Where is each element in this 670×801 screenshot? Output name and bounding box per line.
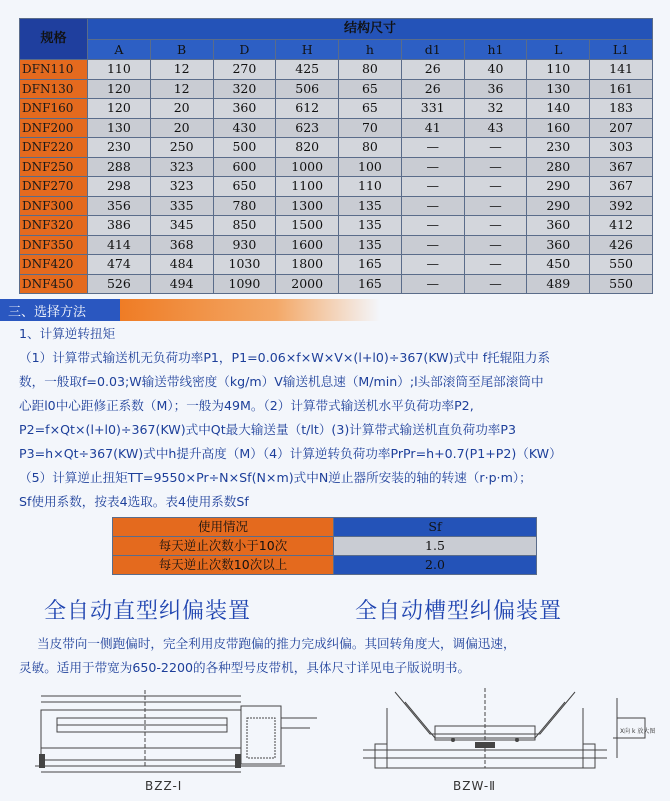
caption-bzw: BZW-Ⅱ xyxy=(453,779,497,793)
spec-cell: — xyxy=(401,216,464,236)
spec-cell: 110 xyxy=(88,60,151,80)
spec-model: DNF420 xyxy=(20,255,88,275)
spec-row xyxy=(20,196,653,216)
drawing-side-label: X向 k 放大图 xyxy=(620,728,656,735)
spec-cell: 850 xyxy=(213,216,276,236)
spec-cell: 930 xyxy=(213,235,276,255)
spec-cell: 489 xyxy=(527,274,590,294)
spec-cell: 130 xyxy=(527,79,590,99)
title-trough-deviation: 全自动槽型纠偏装置 xyxy=(355,599,563,624)
spec-cell: 165 xyxy=(339,274,402,294)
usage-condition: 每天逆止次数10次以上 xyxy=(113,556,334,575)
spec-cell: 20 xyxy=(150,118,213,138)
spec-cell: 474 xyxy=(88,255,151,275)
method-line: 数，一般取f=0.03;W输送带线密度（kg/m）V输送机息速（M/min）;l头部滚筒至尾部滚筒中 xyxy=(19,374,544,389)
spec-row xyxy=(20,60,653,80)
spec-cell: 650 xyxy=(213,177,276,197)
spec-cell: 356 xyxy=(88,196,151,216)
spec-cell: 270 xyxy=(213,60,276,80)
spec-cell: 2000 xyxy=(276,274,339,294)
description xyxy=(19,632,659,680)
drawing-bzz-svg xyxy=(35,688,330,778)
spec-cell: 367 xyxy=(590,157,653,177)
spec-model: DNF220 xyxy=(20,138,88,158)
spec-cell: 160 xyxy=(527,118,590,138)
spec-cell: 130 xyxy=(88,118,151,138)
spec-cell: 360 xyxy=(213,99,276,119)
spec-cell: 345 xyxy=(150,216,213,236)
spec-column-header: B xyxy=(150,40,213,60)
spec-cell: — xyxy=(464,274,527,294)
spec-cell: — xyxy=(464,235,527,255)
spec-model: DNF160 xyxy=(20,99,88,119)
spec-model: DNF270 xyxy=(20,177,88,197)
spec-cell: 12 xyxy=(150,79,213,99)
spec-cell: 780 xyxy=(213,196,276,216)
spec-cell: 1090 xyxy=(213,274,276,294)
spec-cell: 110 xyxy=(527,60,590,80)
spec-cell: 506 xyxy=(276,79,339,99)
spec-column-header: L1 xyxy=(590,40,653,60)
usage-sf: 1.5 xyxy=(334,537,537,556)
spec-group-label: 结构尺寸 xyxy=(88,19,653,40)
spec-cell: 230 xyxy=(88,138,151,158)
spec-cell: 135 xyxy=(339,196,402,216)
caption-bzz: BZZ-Ⅰ xyxy=(145,779,183,793)
spec-cell: — xyxy=(464,157,527,177)
spec-cell: 161 xyxy=(590,79,653,99)
spec-cell: 414 xyxy=(88,235,151,255)
spec-cell: 412 xyxy=(590,216,653,236)
spec-cell: 26 xyxy=(401,60,464,80)
spec-cell: 425 xyxy=(276,60,339,80)
usage-table xyxy=(112,517,537,575)
spec-table-body xyxy=(20,60,653,294)
spec-cell: — xyxy=(401,157,464,177)
title-straight-deviation: 全自动直型纠偏装置 xyxy=(44,599,252,624)
usage-row xyxy=(113,537,537,556)
spec-cell: 40 xyxy=(464,60,527,80)
spec-cell: 331 xyxy=(401,99,464,119)
spec-model: DNF350 xyxy=(20,235,88,255)
method-line: P2=f×Qt×(l+l0)÷367(KW)式中Qt最大输送量（t/lt）(3)计算带式输送机直负荷功率P3 xyxy=(19,422,516,437)
spec-cell: 120 xyxy=(88,99,151,119)
spec-cell: 298 xyxy=(88,177,151,197)
spec-model: DNF250 xyxy=(20,157,88,177)
spec-row xyxy=(20,255,653,275)
spec-cell: 430 xyxy=(213,118,276,138)
drawing-bzw-svg xyxy=(355,688,655,778)
spec-cell: 140 xyxy=(527,99,590,119)
spec-model: DNF450 xyxy=(20,274,88,294)
spec-cell: 1100 xyxy=(276,177,339,197)
spec-cell: 135 xyxy=(339,216,402,236)
spec-cell: 165 xyxy=(339,255,402,275)
spec-cell: 290 xyxy=(527,177,590,197)
spec-cell: — xyxy=(464,255,527,275)
spec-row xyxy=(20,157,653,177)
spec-cell: 65 xyxy=(339,79,402,99)
section-heading: 三、选择方法 xyxy=(8,305,87,320)
spec-cell: — xyxy=(401,235,464,255)
spec-cell: — xyxy=(464,138,527,158)
spec-cell: 450 xyxy=(527,255,590,275)
method-line: P3=h×Qt÷367(KW)式中h提升高度（M）（4）计算逆转负荷功率PrPr=h+0.7(P1+P2)（KW） xyxy=(19,446,562,461)
spec-cell: — xyxy=(464,216,527,236)
spec-row xyxy=(20,79,653,99)
spec-cell: 32 xyxy=(464,99,527,119)
method-line: 心距l0中心距修正系数（M）；一般为49M。（2）计算带式输送机水平负荷功率P2, xyxy=(19,398,474,413)
spec-cell: 1500 xyxy=(276,216,339,236)
spec-cell: 368 xyxy=(150,235,213,255)
spec-cell: 36 xyxy=(464,79,527,99)
spec-cell: 26 xyxy=(401,79,464,99)
spec-cell: 623 xyxy=(276,118,339,138)
usage-header-row xyxy=(113,518,537,537)
spec-cell: 43 xyxy=(464,118,527,138)
spec-column-header: h xyxy=(339,40,402,60)
spec-cell: 70 xyxy=(339,118,402,138)
spec-cell: 1800 xyxy=(276,255,339,275)
spec-cell: 500 xyxy=(213,138,276,158)
drawing-bzw xyxy=(355,688,655,798)
spec-cell: 135 xyxy=(339,235,402,255)
spec-model: DNF300 xyxy=(20,196,88,216)
spec-corner-label: 规格 xyxy=(20,19,88,60)
spec-cell: — xyxy=(401,177,464,197)
usage-condition: 每天逆止次数小于10次 xyxy=(113,537,334,556)
spec-model: DNF200 xyxy=(20,118,88,138)
spec-row xyxy=(20,118,653,138)
method-text xyxy=(19,322,659,514)
method-line: Sf使用系数，按表4选取。表4使用系数Sf xyxy=(19,494,249,509)
spec-cell: 367 xyxy=(590,177,653,197)
method-line: （5）计算逆止扭矩TT=9550×Pr÷N×Sf(N×m)式中N逆止器所安装的轴的转速（r·p·m）； xyxy=(19,470,532,485)
drawing-bzz xyxy=(35,688,330,798)
section-heading-bar xyxy=(0,299,400,321)
spec-cell: 426 xyxy=(590,235,653,255)
spec-cell: — xyxy=(401,274,464,294)
method-subheading: 1、计算逆转扭矩 xyxy=(19,326,116,341)
spec-cell: 80 xyxy=(339,138,402,158)
spec-cell: 183 xyxy=(590,99,653,119)
spec-cell: 320 xyxy=(213,79,276,99)
spec-row xyxy=(20,99,653,119)
spec-cell: 550 xyxy=(590,274,653,294)
spec-cell: — xyxy=(464,196,527,216)
spec-cell: 230 xyxy=(527,138,590,158)
spec-cell: 600 xyxy=(213,157,276,177)
method-lines xyxy=(19,346,659,514)
spec-cell: 303 xyxy=(590,138,653,158)
spec-model: DFN130 xyxy=(20,79,88,99)
spec-cell: 290 xyxy=(527,196,590,216)
spec-cell: — xyxy=(401,255,464,275)
spec-cell: 100 xyxy=(339,157,402,177)
spec-row xyxy=(20,138,653,158)
spec-cell: 1000 xyxy=(276,157,339,177)
usage-table-body xyxy=(113,537,537,575)
usage-header-condition: 使用情况 xyxy=(113,518,334,537)
spec-cell: 80 xyxy=(339,60,402,80)
spec-cell: 250 xyxy=(150,138,213,158)
spec-model: DNF320 xyxy=(20,216,88,236)
spec-cell: 323 xyxy=(150,177,213,197)
spec-cell: 360 xyxy=(527,235,590,255)
spec-cell: 110 xyxy=(339,177,402,197)
spec-column-header: A xyxy=(88,40,151,60)
spec-cell: 120 xyxy=(88,79,151,99)
spec-cell: 820 xyxy=(276,138,339,158)
description-line: 当皮带向一侧跑偏时，完全利用皮带跑偏的推力完成纠偏。其回转角度大，调偏迅速， xyxy=(37,636,516,651)
spec-column-header: L xyxy=(527,40,590,60)
method-line: （1）计算带式输送机无负荷功率P1，P1=0.06×f×W×V×(l+l0)÷367(KW)式中 f托辊阻力系 xyxy=(19,350,551,365)
spec-row xyxy=(20,235,653,255)
spec-model: DFN110 xyxy=(20,60,88,80)
spec-cell: 41 xyxy=(401,118,464,138)
spec-cell: — xyxy=(401,138,464,158)
description-line: 灵敏。适用于带宽为650-2200的各种型号皮带机，具体尺寸详见电子版说明书。 xyxy=(19,660,471,675)
spec-cell: 323 xyxy=(150,157,213,177)
spec-cell: 612 xyxy=(276,99,339,119)
usage-sf: 2.0 xyxy=(334,556,537,575)
spec-cell: 1030 xyxy=(213,255,276,275)
spec-cell: — xyxy=(464,177,527,197)
spec-cell: 1300 xyxy=(276,196,339,216)
spec-cell: 386 xyxy=(88,216,151,236)
spec-column-header: D xyxy=(213,40,276,60)
spec-row xyxy=(20,216,653,236)
spec-column-header: h1 xyxy=(464,40,527,60)
spec-cell: 494 xyxy=(150,274,213,294)
spec-cell: 360 xyxy=(527,216,590,236)
spec-table xyxy=(19,18,653,294)
spec-cell: 526 xyxy=(88,274,151,294)
spec-cell: 335 xyxy=(150,196,213,216)
spec-cell: 550 xyxy=(590,255,653,275)
spec-column-header-row xyxy=(20,40,653,60)
spec-cell: — xyxy=(401,196,464,216)
spec-cell: 484 xyxy=(150,255,213,275)
spec-cell: 65 xyxy=(339,99,402,119)
spec-column-header: H xyxy=(276,40,339,60)
spec-cell: 1600 xyxy=(276,235,339,255)
section-heading-orange xyxy=(120,299,380,321)
spec-column-header: d1 xyxy=(401,40,464,60)
spec-row xyxy=(20,274,653,294)
usage-row xyxy=(113,556,537,575)
spec-cell: 288 xyxy=(88,157,151,177)
spec-cell: 20 xyxy=(150,99,213,119)
spec-cell: 392 xyxy=(590,196,653,216)
spec-row xyxy=(20,177,653,197)
spec-cell: 280 xyxy=(527,157,590,177)
spec-cell: 12 xyxy=(150,60,213,80)
spec-cell: 207 xyxy=(590,118,653,138)
spec-cell: 141 xyxy=(590,60,653,80)
usage-header-sf: Sf xyxy=(334,518,537,537)
